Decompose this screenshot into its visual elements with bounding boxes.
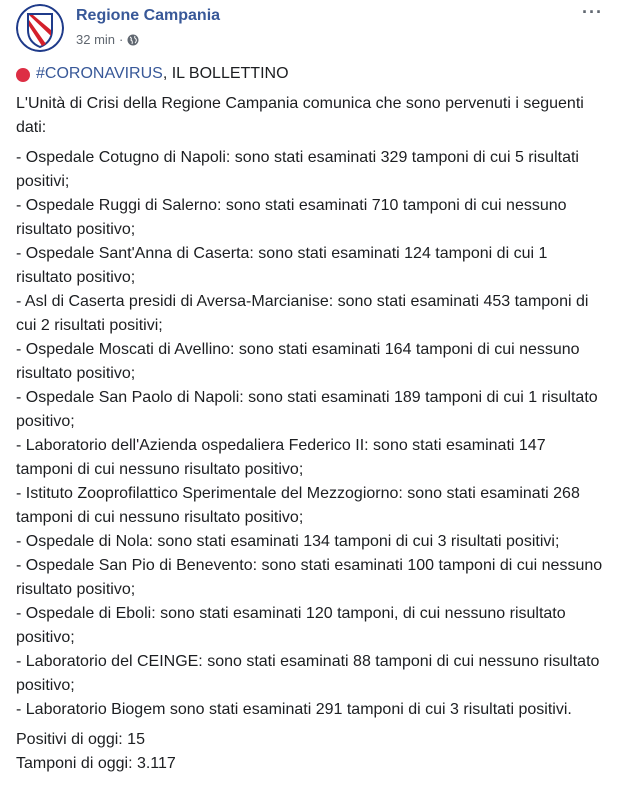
list-item: - Ospedale Cotugno di Napoli: sono stati esaminati 329 tamponi di cui 5 risultati positivi;	[16, 149, 579, 190]
list-item: - Ospedale Moscati di Avellino: sono stati esaminati 164 tamponi di cui nessuno risultato positivo;	[16, 341, 580, 382]
list-item: - Ospedale Sant'Anna di Caserta: sono stati esaminati 124 tamponi di cui 1 risultato positivo;	[16, 245, 548, 286]
page-name-link[interactable]: Regione Campania	[76, 7, 221, 24]
post-meta	[76, 32, 139, 47]
list-item: - Asl di Caserta presidi di Aversa-Marcianise: sono stati esaminati 453 tamponi di cui 2 risultati positivi;	[16, 293, 589, 334]
results-list	[16, 146, 606, 722]
list-item: - Ospedale di Nola: sono stati esaminati 134 tamponi di cui 3 risultati positivi;	[16, 533, 560, 550]
summary	[16, 728, 606, 776]
post-body	[16, 62, 606, 776]
tests-today: Tamponi di oggi: 3.117	[16, 755, 176, 772]
title-text: , IL BOLLETTINO	[162, 65, 289, 82]
red-circle-emoji-icon	[16, 68, 30, 82]
list-item: - Laboratorio dell'Azienda ospedaliera Federico II: sono stati esaminati 147 tamponi di cui nessuno risultato positivo;	[16, 437, 546, 478]
list-item: - Ospedale Ruggi di Salerno: sono stati esaminati 710 tamponi di cui nessuno risultato positivo;	[16, 197, 567, 238]
list-item: - Laboratorio del CEINGE: sono stati esaminati 88 tamponi di cui nessuno risultato positivo;	[16, 653, 600, 694]
list-item: - Ospedale San Pio di Benevento: sono stati esaminati 100 tamponi di cui nessuno risultato positivo;	[16, 557, 603, 598]
list-item: - Ospedale San Paolo di Napoli: sono stati esaminati 189 tamponi di cui 1 risultato positivo;	[16, 389, 598, 430]
hashtag-link[interactable]: #CORONAVIRUS	[36, 65, 163, 82]
post-header	[0, 0, 617, 60]
separator-dot: ·	[119, 32, 124, 47]
list-item: - Istituto Zooprofilattico Sperimentale del Mezzogiorno: sono stati esaminati 268 tamponi di cui nessuno risultato positivo;	[16, 485, 580, 526]
regione-campania-logo-icon	[16, 4, 64, 52]
intro-text: L'Unità di Crisi della Regione Campania comunica che sono pervenuti i seguenti dati:	[16, 95, 584, 136]
list-item: - Ospedale di Eboli: sono stati esaminati 120 tamponi, di cui nessuno risultato positivo;	[16, 605, 566, 646]
post-title	[16, 62, 606, 86]
post-timestamp[interactable]: 32 min	[76, 32, 116, 47]
more-options-button[interactable]: ···	[582, 2, 603, 22]
globe-icon[interactable]	[127, 34, 139, 46]
list-item: - Laboratorio Biogem sono stati esaminati 291 tamponi di cui 3 risultati positivi.	[16, 701, 572, 718]
avatar[interactable]	[16, 4, 64, 52]
positives-today: Positivi di oggi: 15	[16, 731, 145, 748]
